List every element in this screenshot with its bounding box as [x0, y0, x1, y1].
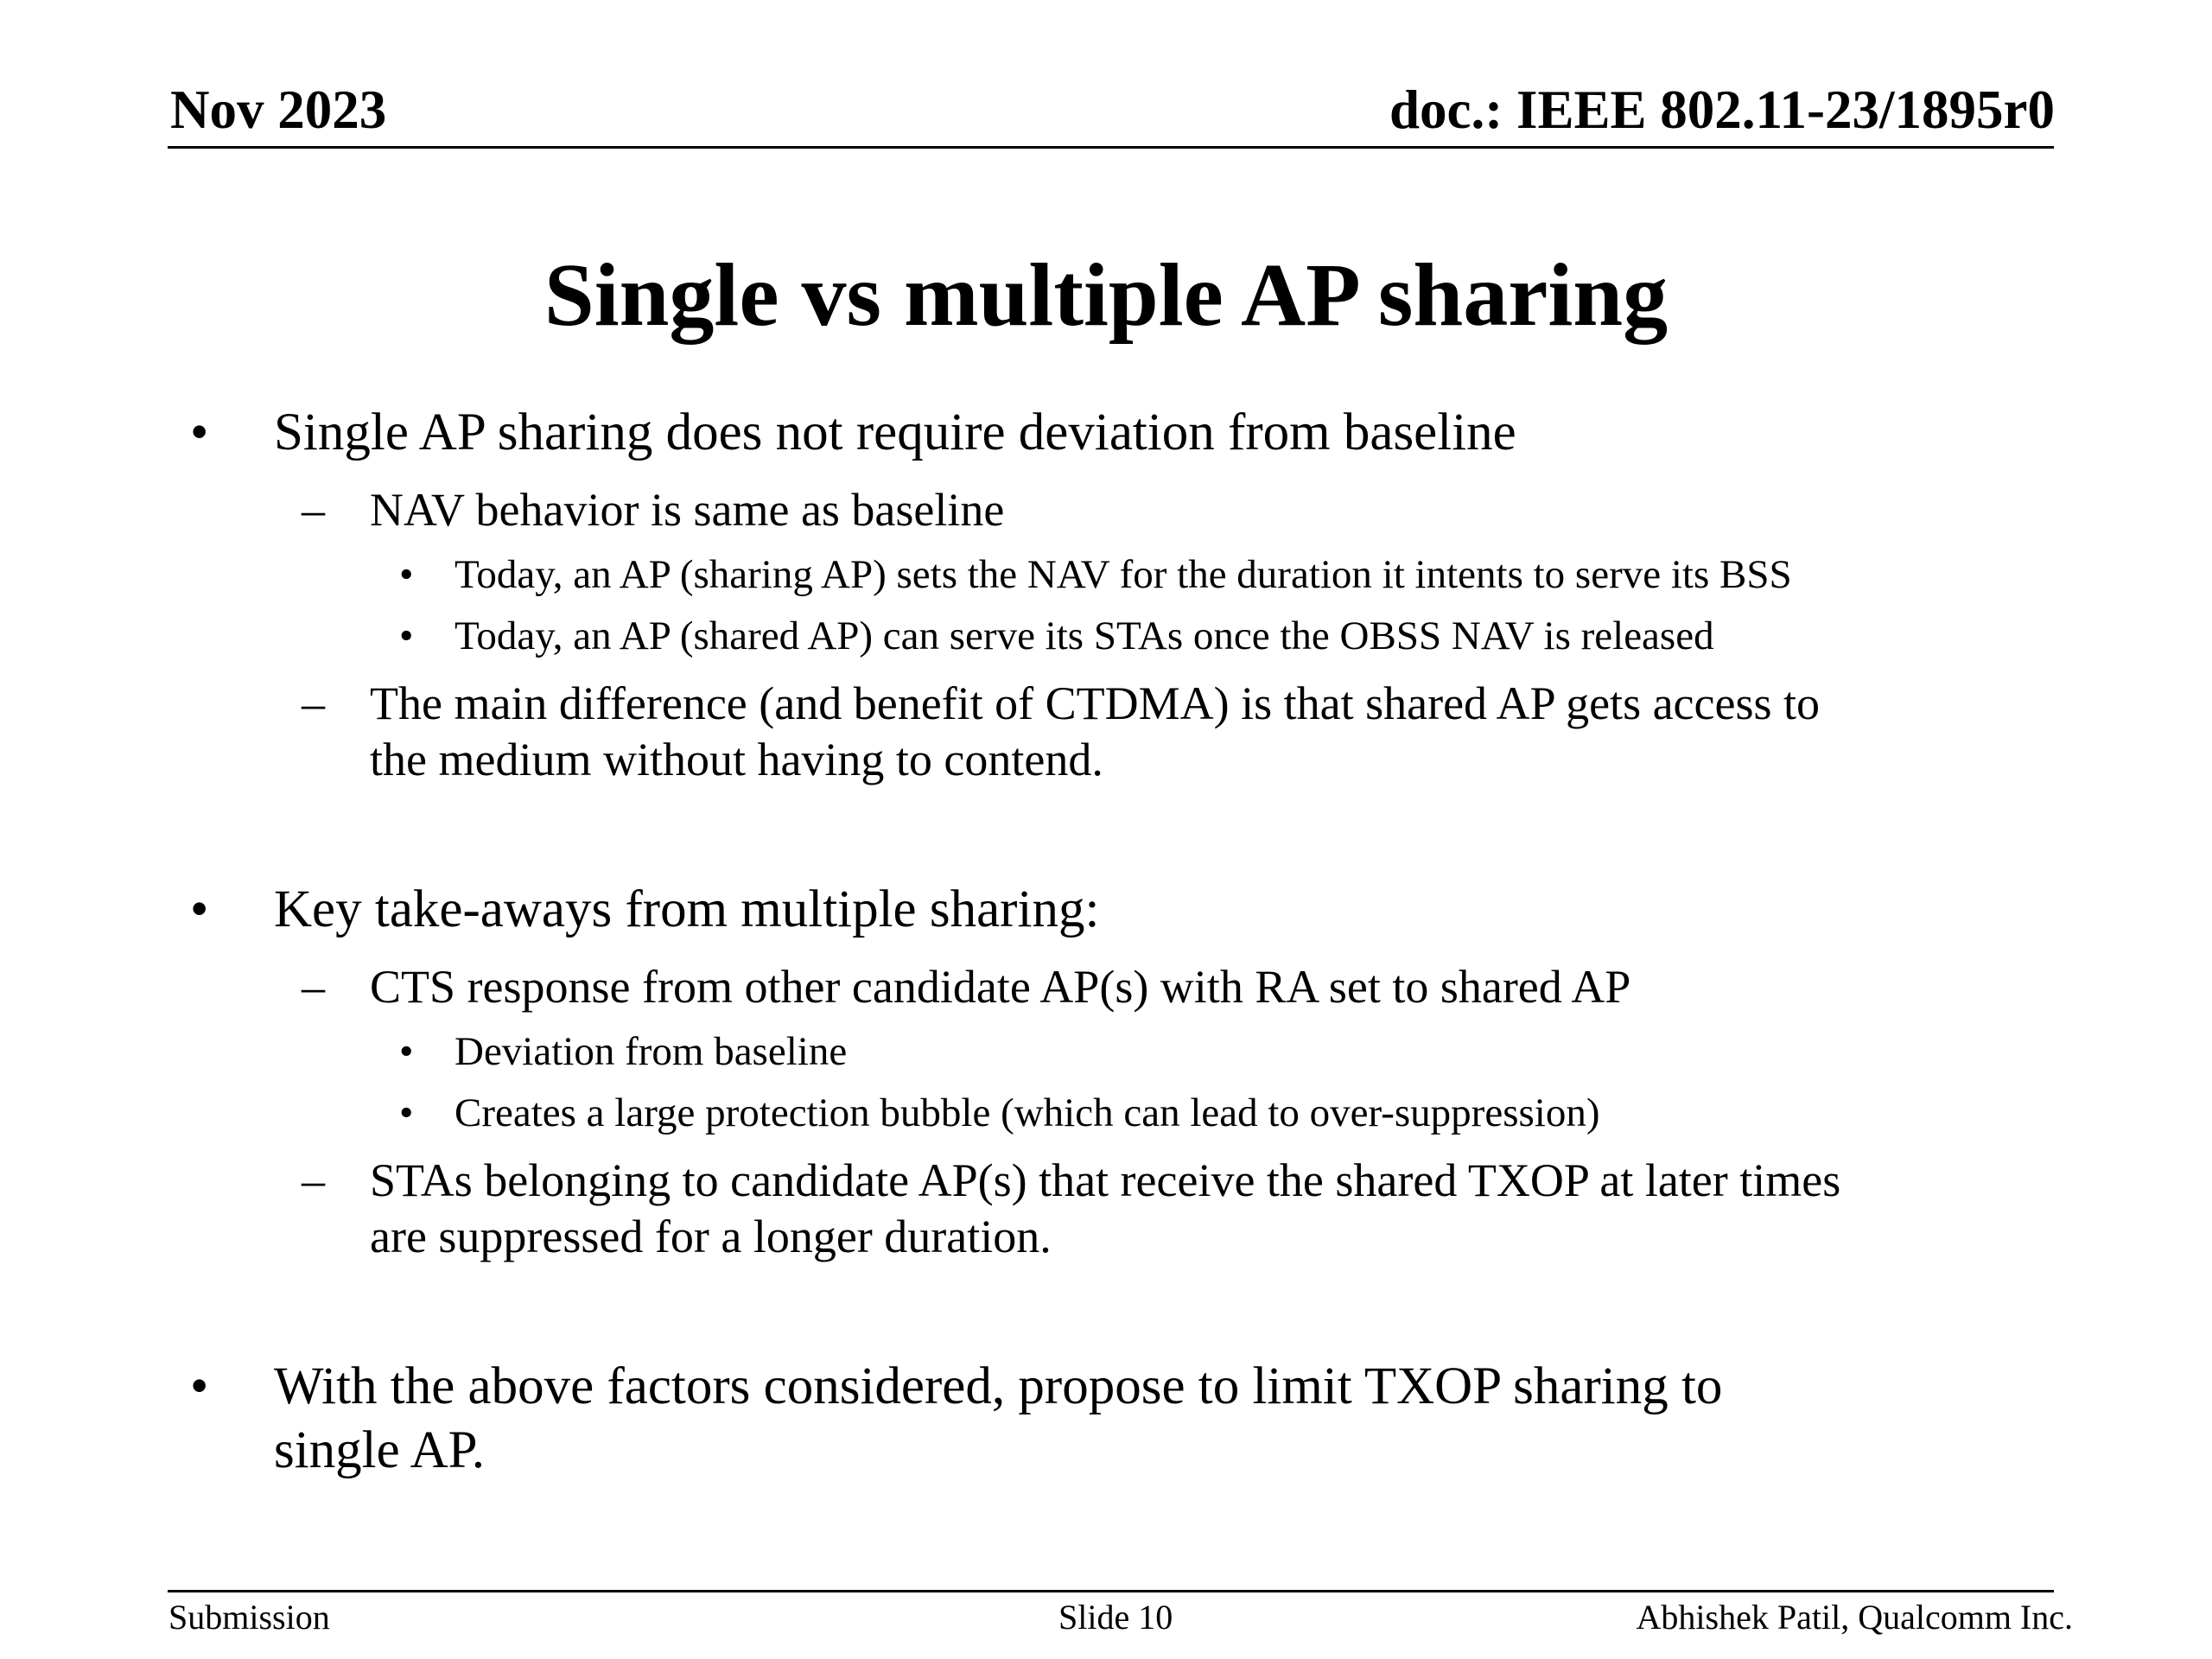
footer-submission: Submission: [168, 1598, 330, 1637]
bullet-marker: •: [399, 1029, 414, 1074]
bullet-marker: •: [399, 552, 414, 597]
sub-sub-item-text: Deviation from baseline: [454, 1029, 848, 1074]
bullet-item-3: [190, 1355, 1723, 1483]
dash-marker: –: [302, 1154, 325, 1206]
footer-rule: [168, 1590, 2054, 1592]
header-rule: [168, 146, 2054, 149]
sub-item-text: CTS response from other candidate AP(s) with RA set to shared AP: [370, 961, 1631, 1013]
dash-marker: –: [302, 677, 325, 729]
header-doc-id: doc.: IEEE 802.11-23/1895r0: [1389, 79, 2055, 140]
footer-author: Abhishek Patil, Qualcomm Inc.: [1636, 1598, 2073, 1637]
bullet-marker: •: [190, 1357, 209, 1415]
bullet-text: Single AP sharing does not require deviation from baseline: [274, 404, 1516, 461]
slide-title: Single vs multiple AP sharing: [543, 245, 1669, 345]
bullet-item-2: [190, 878, 1100, 942]
sub-item-text-line-1: The main difference (and benefit of CTDMA) is that shared AP gets access to: [370, 677, 1820, 729]
footer-slide-number: Slide 10: [1058, 1598, 1173, 1637]
bullet-marker: •: [399, 1090, 414, 1135]
sub-item-text-line-1: STAs belonging to candidate AP(s) that receive the shared TXOP at later times: [370, 1154, 1841, 1206]
bullet-marker: •: [190, 404, 209, 461]
sub-item-2-1: [302, 959, 1631, 1015]
bullet-marker: •: [190, 880, 209, 938]
bullet-text: Key take-aways from multiple sharing:: [274, 880, 1100, 938]
sub-sub-item-1-1-2: [399, 612, 1714, 660]
sub-sub-item-text: Today, an AP (shared AP) can serve its STAs once the OBSS NAV is released: [454, 613, 1714, 658]
sub-sub-item-1-1-1: [399, 550, 1792, 599]
sub-sub-item-2-1-2: [399, 1089, 1600, 1137]
sub-sub-item-text: Today, an AP (sharing AP) sets the NAV for the duration it intents to serve its BSS: [454, 552, 1792, 597]
sub-item-text-line-2: are suppressed for a longer duration.: [370, 1211, 1052, 1262]
sub-sub-item-text: Creates a large protection bubble (which can lead to over-suppression): [454, 1090, 1600, 1135]
sub-item-1-2: [302, 676, 1820, 788]
dash-marker: –: [302, 484, 325, 536]
sub-sub-item-2-1-1: [399, 1027, 848, 1076]
bullet-text-line-2: single AP.: [274, 1421, 486, 1479]
sub-item-text: NAV behavior is same as baseline: [370, 484, 1005, 536]
sub-item-2-2: [302, 1153, 1841, 1265]
bullet-marker: •: [399, 613, 414, 658]
header-date: Nov 2023: [170, 79, 387, 140]
dash-marker: –: [302, 961, 325, 1013]
sub-item-text-line-2: the medium without having to contend.: [370, 734, 1103, 785]
bullet-item-1: [190, 401, 1516, 465]
sub-item-1-1: [302, 482, 1005, 538]
bullet-text-line-1: With the above factors considered, propose to limit TXOP sharing to: [274, 1357, 1723, 1415]
